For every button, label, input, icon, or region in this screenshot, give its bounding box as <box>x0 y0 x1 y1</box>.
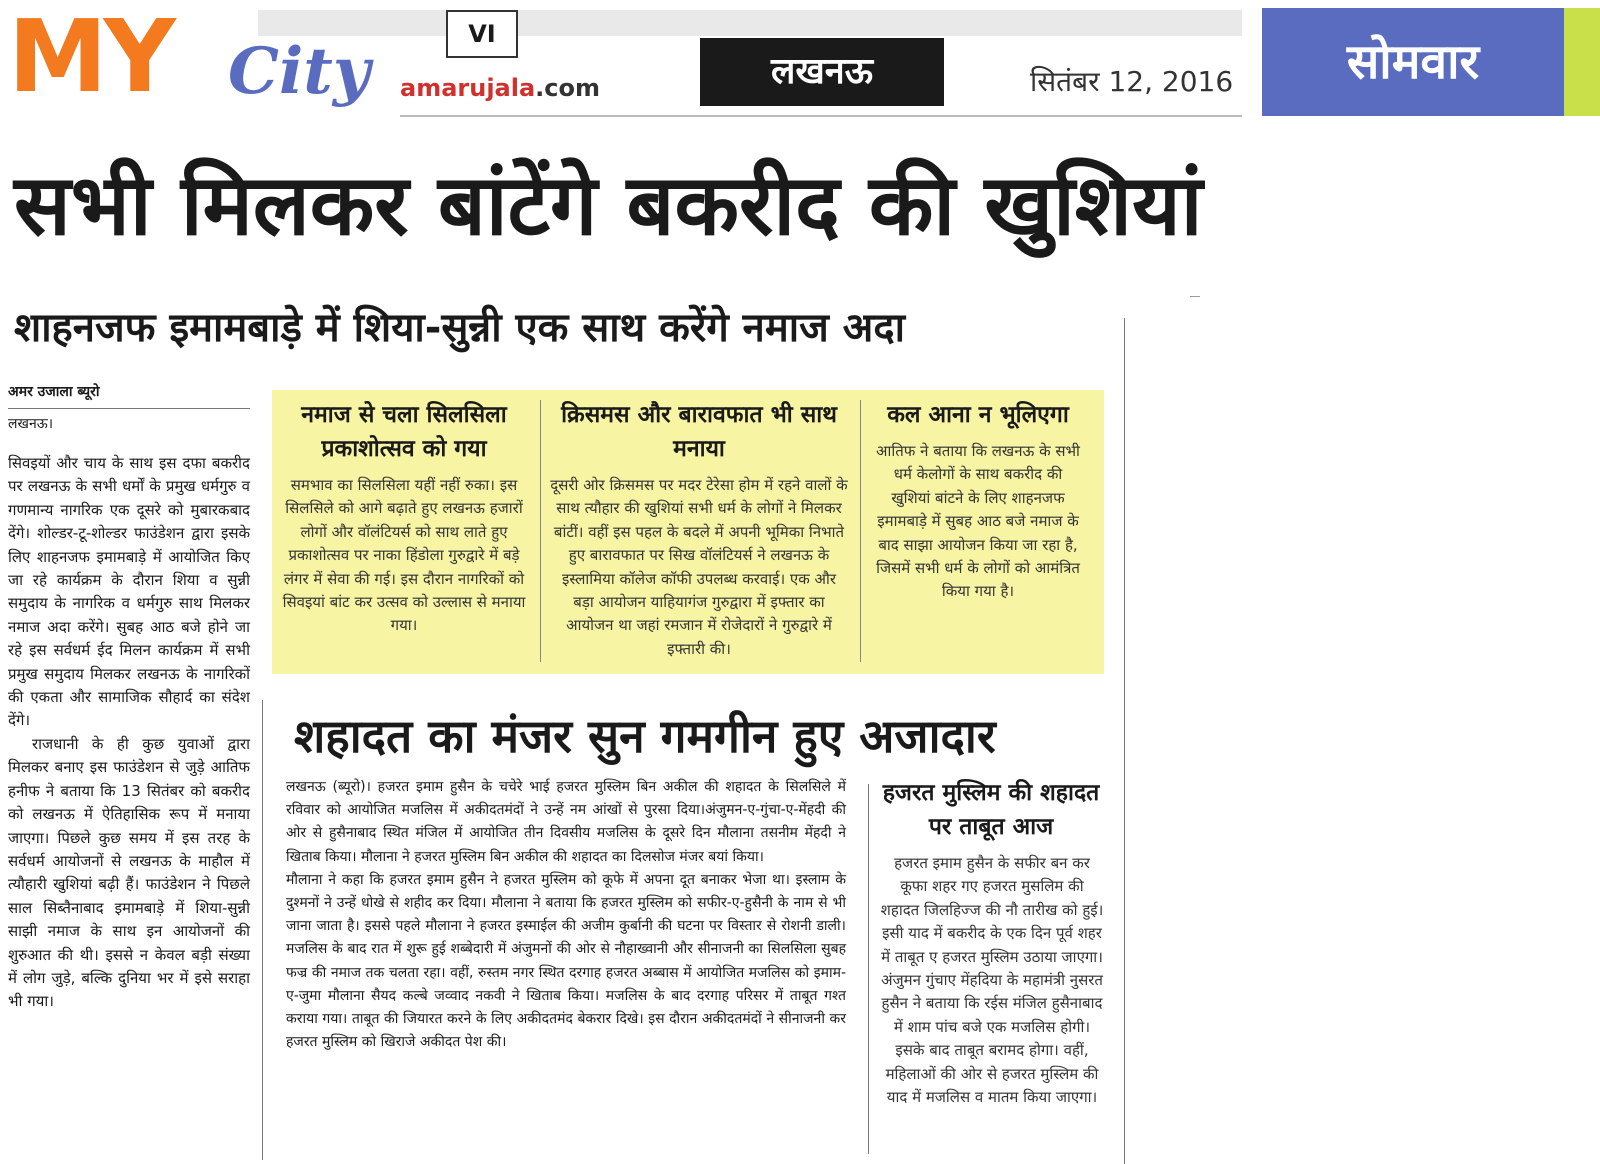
dash-mark <box>1190 296 1200 297</box>
second-headline: शहादत का मंजर सुन गमगीन हुए अजादार <box>294 709 996 763</box>
masthead-rule <box>400 115 1242 117</box>
second-story-body <box>286 776 846 1054</box>
highlight-heading: क्रिसमस और बारावफात भी साथ मनाया <box>561 402 837 462</box>
highlight-text: आतिफ ने बताया कि लखनऊ के सभी धर्म केलोगों के साथ बकरीद की खुशियां बांटने के लिए शाहनजफ इमामबाड़े में सुबह आठ बजे नमाज के बाद साझा आयोजन किया जा रहा है, जिसमें सभी धर्म के लोगों को आमंत्रित किया गया है। <box>876 442 1080 601</box>
site-name-amar: amarujala <box>400 74 536 102</box>
column-rule-left <box>262 700 263 1160</box>
second-story-paragraph: मौलाना ने कहा कि हजरत इमाम हुसैन ने हजरत मुस्लिम को कूफे में अपना दूत बनाकर भेजा था। इस्लाम के दुश्मनों ने उन्हें धोखे से शहीद कर दिया। मौलाना ने बताया कि हजरत मुस्लिम को सफीर-ए-हुसैनी के नाम से भी जाना जाता है। इससे पहले मौलाना ने हजरत इस्माईल की अजीम कुर्बानी की घटना पर विस्तार से रोशनी डाली। मजलिस के बाद रात में शुरू हुई शब्बेदारी में अंजुमनों की ओर से नौहाख्वानी और सीनाजनी का सिलसिला सुबह फज्र की नमाज तक चलता रहा। वहीं, रुस्तम नगर स्थित दरगाह हजरत अब्बास में आयोजित मजलिस को इमाम-ए-जुमा मौलाना सैयद कल्बे जव्वाद नकवी ने खिताब किया। मजलिस के बाद दरगाह परिसर में ताबूत गश्त कराया गया। ताबूत की जियारत करने के लिए अकीदतमंद बेकरार दिखे। इस दौरान अकीदतमंदों ने सीनाजनी कर हजरत मुस्लिम को खिराजे अकीदत पेश की। <box>286 871 846 1051</box>
site-name-domain: .com <box>535 74 601 102</box>
city-label: लखनऊ <box>700 38 944 106</box>
highlight-column <box>872 398 1084 604</box>
sub-headline: शाहनजफ इमामबाड़े में शिया-सुन्नी एक साथ करेंगे नमाज अदा <box>14 305 905 351</box>
highlight-text: समभाव का सिलसिला यहीं नहीं रुका। इस सिलसिले को आगे बढ़ाते हुए लखनऊ हजारों लोगों और वॉलंटियर्स को साथ लाते हुए प्रकाशोत्सव पर नाका हिंडोला गुरुद्वारे में बड़े लंगर में सेवा की गई। इस दौरान नागरिकों को सिवइयां बांट कर उत्सव को उल्लास से मनाया गया। <box>282 476 526 635</box>
main-headline: सभी मिलकर बांटेंगे बकरीद की खुशियां <box>14 156 1203 254</box>
issue-date: सितंबर 12, 2016 <box>1030 65 1234 98</box>
byline: अमर उजाला ब्यूरो <box>8 384 100 400</box>
page-number: VI <box>446 10 518 58</box>
highlight-box <box>272 390 1104 674</box>
masthead-band <box>258 10 1242 36</box>
highlight-heading: कल आना न भूलिएगा <box>887 402 1069 428</box>
highlight-text: दूसरी ओर क्रिसमस पर मदर टेरेसा होम में रहने वालों के साथ त्यौहार की खुशियां सभी धर्म के लोगों ने मिलकर बांटीं। वहीं इस पहल के बदले में अपनी भूमिका निभाते हुए बारावफात पर सिख वॉलंटियर्स ने लखनऊ के इस्लामिया कॉलेज कॉफी उपलब्ध करवाई। एक और बड़ा आयोजन याहियागंज गुरुद्वारा में इफ्तार का आयोजन था जहां रमजान में रोजेदारों ने गुरुद्वारे में इफ्तारी की। <box>550 476 848 658</box>
column-rule-right <box>1124 318 1125 1164</box>
issue-day: सोमवार <box>1262 8 1564 116</box>
logo-my: MY <box>8 0 172 115</box>
main-story-body <box>8 452 250 1014</box>
main-story-paragraph: सिवइयों और चाय के साथ इस दफा बकरीद पर लखनऊ के सभी धर्मों के प्रमुख धर्मगुरु व गणमान्य नागरिक एक दूसरे को मुबारकबाद देंगे। शोल्डर-टू-शोल्डर फाउंडेशन द्वारा इसके लिए शाहनजफ इमामबाड़े में आयोजित किए जा रहे कार्यक्रम के दौरान शिया व सुन्नी समुदाय के नागरिक व धर्मगुरु साथ मिलकर नमाज अदा करेंगे। सुबह आठ बजे होने जा रहे इस सर्वधर्म ईद मिलन कार्यक्रम में सभी प्रमुख समुदाय मिलकर लखनऊ के नागरिकों की एकता और सामाजिक सौहार्द का संदेश देंगे। <box>8 454 250 730</box>
sidebar-text: हजरत इमाम हुसैन के सफीर बन कर कूफा शहर गए हजरत मुसलिम की शहादत जिलहिज्ज की नौ तारीख को हुई। इसी याद में बकरीद के एक दिन पूर्व शहर में ताबूत ए हजरत मुस्लिम उठाया जाएगा। अंजुमन गुंचाए मेंहदिया के महामंत्री नुसरत हुसैन ने बताया कि रईस मंजिल हुसैनाबाद में शाम पांच बजे एक मजलिस होगी। इसके बाद ताबूत बरामद होगा। वहीं, महिलाओं की ओर से हजरत मुस्लिम की याद में मजलिस व मातम किया जाएगा। <box>880 854 1104 1107</box>
dateline: लखनऊ। <box>8 416 54 432</box>
highlight-column <box>550 398 848 661</box>
site-name <box>400 74 600 102</box>
highlight-divider <box>540 400 541 662</box>
column-rule-mid <box>868 784 869 1154</box>
highlight-heading: नमाज से चला सिलसिला प्रकाशोत्सव को गया <box>301 402 507 462</box>
highlight-column <box>280 398 528 638</box>
second-story-paragraph: लखनऊ (ब्यूरो)। हजरत इमाम हुसैन के चचेरे भाई हजरत मुस्लिम बिन अकील की शहादत के सिलसिले में रविवार को आयोजित मजलिस में अकीदतमंदों ने उन्हें नम आंखों से पुरसा दिया।अंजुमन-ए-गुंचा-ए-मेंहदी की ओर से हुसैनाबाद स्थित मंजिल में आयोजित तीन दिवसीय मजलिस के दूसरे दिन मौलाना तसनीम मेंहदी ने खिताब किया। मौलाना ने हजरत मुस्लिम बिन अकील की शहादत का दिलसोज मंजर बयां किया। <box>286 779 846 865</box>
highlight-divider <box>860 400 861 662</box>
byline-rule <box>8 408 250 409</box>
masthead-accent <box>1564 8 1600 116</box>
main-story-paragraph: राजधानी के ही कुछ युवाओं द्वारा मिलकर बनाए इस फाउंडेशन से जुड़े आतिफ हनीफ ने बताया कि 13 सितंबर को बकरीद को लखनऊ में ऐतिहासिक रूप में मनाया जाएगा। पिछले कुछ समय में इस तरह के सर्वधर्म आयोजनों से लखनऊ के माहौल में त्यौहारी खुशियां बढ़ी हैं। फाउंडेशन ने पिछले साल सिब्तैनाबाद इमामबाड़े में शिया-सुन्नी साझी नमाज के साथ इन आयोजनों की शुरुआत की थी। इससे न केवल बड़ी संख्या में लोग जुड़े, बल्कि दुनिया भर में इसे सराहा भी गया। <box>8 734 250 1011</box>
logo-city: City <box>228 34 370 109</box>
sidebar-heading: हजरत मुस्लिम की शहादत पर ताबूत आज <box>882 780 1100 840</box>
